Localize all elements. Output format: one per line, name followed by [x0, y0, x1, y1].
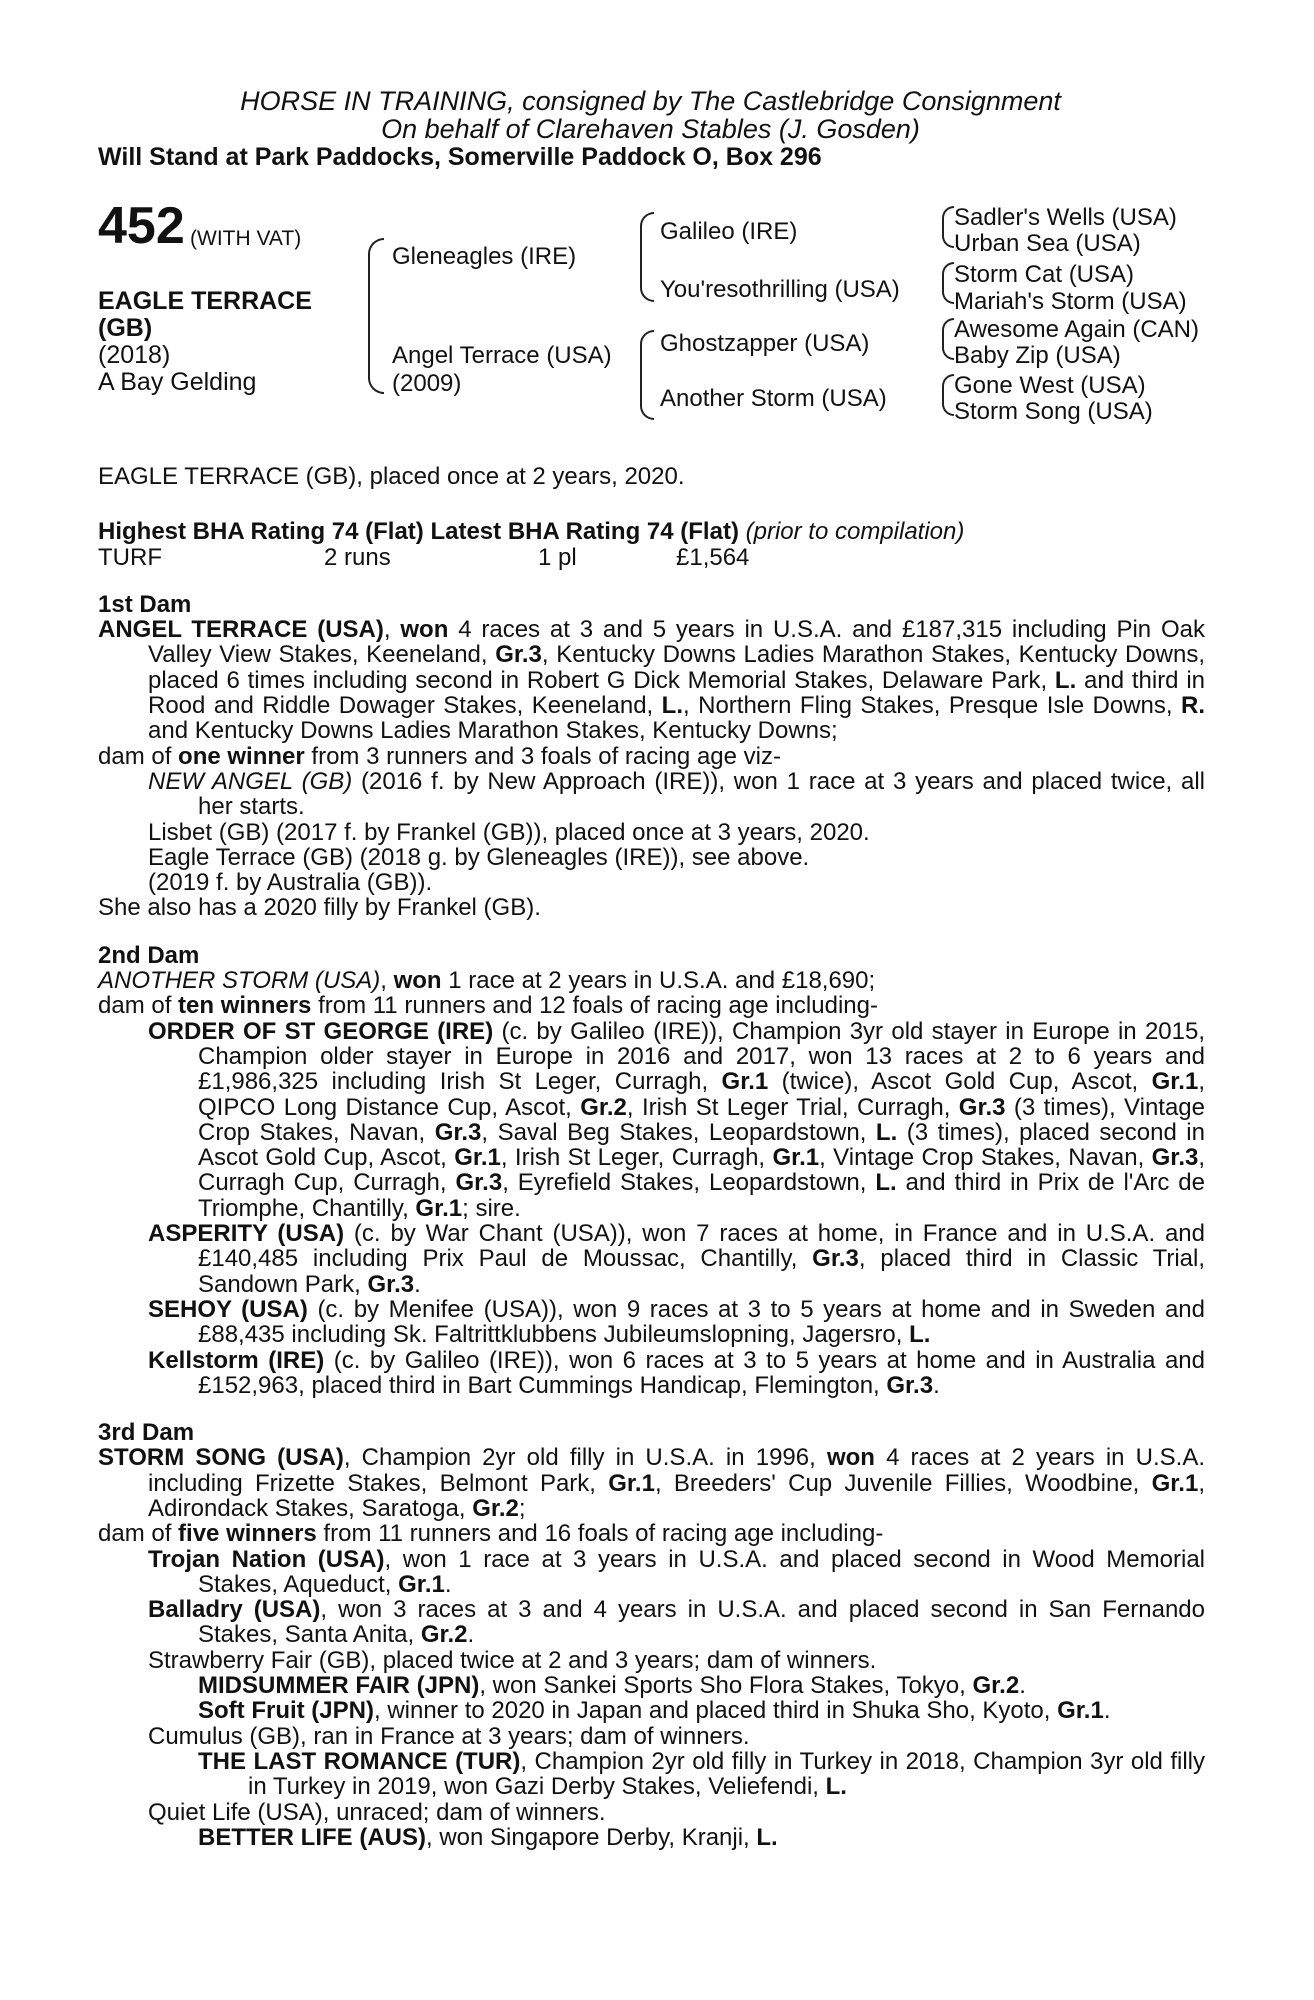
- produce-name: ORDER OF ST GEORGE (IRE): [148, 1017, 494, 1045]
- text-segment: , Northern Fling Stakes, Presque Isle Downs,: [683, 692, 1181, 720]
- produce-balladry: [98, 1597, 1205, 1648]
- text-segment: .: [444, 1570, 452, 1598]
- grade-label: Gr.3: [455, 1169, 503, 1197]
- text-segment: .: [1019, 1672, 1026, 1700]
- won-label: won: [393, 967, 442, 995]
- produce-order-of-st-george: [98, 1019, 1205, 1221]
- text-segment: , Champion 2yr old filly in Turkey in 2018, Champion 3yr old filly in Turkey in 2019, won Gazi Derby Stakes, Veliefendi,: [248, 1747, 1206, 1801]
- text-segment: 1 race at 2 years in U.S.A. and £18,690;: [441, 967, 876, 995]
- pedigree-dds: Gone West (USA): [954, 372, 1146, 399]
- text-segment: dam of: [98, 742, 179, 770]
- race-record-row: [98, 545, 1205, 570]
- produce-name: ASPERITY (USA): [148, 1220, 345, 1248]
- pedigree-dam: Angel Terrace (USA): [392, 342, 612, 369]
- grade-label: Gr.3: [495, 641, 542, 669]
- lot-number: 452: [98, 197, 185, 255]
- text-segment: (3 times), Vintage Crop Stakes, Navan,: [198, 1093, 1205, 1146]
- first-dam-name: ANGEL TERRACE (USA): [98, 616, 384, 644]
- text-segment: ; sire.: [462, 1194, 521, 1222]
- third-dam-name: STORM SONG (USA): [98, 1444, 344, 1472]
- text-segment: , placed third in Classic Trial, Sandown Park,: [198, 1245, 1206, 1298]
- location-line: Will Stand at Park Paddocks, Somerville Paddock O, Box 296: [98, 143, 822, 171]
- winners-count: five winners: [178, 1520, 317, 1548]
- produce-soft-fruit: [98, 1698, 1205, 1723]
- record-surface: TURF: [98, 543, 162, 571]
- grade-label: Gr.3: [1151, 1144, 1199, 1172]
- text-segment: from 11 runners and 16 foals of racing age including-: [316, 1520, 884, 1548]
- third-dam-record: [98, 1445, 1205, 1521]
- grade-label: Gr.3: [886, 1371, 934, 1399]
- rating-line: [98, 519, 1205, 544]
- text-segment: , won Singapore Derby, Kranji,: [426, 1823, 757, 1851]
- grade-label: Gr.1: [398, 1570, 445, 1598]
- grade-label: R.: [1181, 692, 1205, 720]
- grade-label: Gr.2: [580, 1093, 627, 1121]
- produce-better-life: [98, 1825, 1205, 1850]
- winners-count: ten winners: [178, 992, 312, 1020]
- record-earnings: £1,564: [676, 543, 750, 571]
- text-segment: from 11 runners and 12 foals of racing age including-: [311, 992, 878, 1020]
- second-dam-heading: 2nd Dam: [98, 941, 200, 969]
- grade-label: Gr.1: [415, 1194, 463, 1222]
- third-dam-produce-intro: [98, 1521, 1205, 1546]
- first-dam-record: ANGEL TERRACE (USA), won 4 races at 3 and 5 years in U.S.A. and £187,315 including Pin Oak Valley View Stakes, Keeneland, Gr.3, Kentucky Downs Ladies Marathon Stakes, Kentucky Downs, placed 6 times including second in Robert G Dick Memorial Stakes, Delaware Park, L. and third in Rood and Riddle Dowager Stakes, Keeneland, L., Northern Fling Stakes, Presque Isle Downs, R. and Kentucky Downs Ladies Marathon Stakes, Kentucky Downs;: [98, 616, 1205, 745]
- produce-the-last-romance: [98, 1749, 1205, 1800]
- pedigree-brace-sd: [942, 262, 954, 304]
- text-segment: , won 3 races at 3 and 4 years in U.S.A. and placed second in San Fernando Stakes, Santa Anita,: [198, 1596, 1205, 1649]
- produce-asperity: [98, 1221, 1205, 1297]
- horse-name: EAGLE TERRACE: [98, 287, 312, 315]
- grade-label: L.: [756, 1823, 778, 1851]
- produce-midsummer-fair: [98, 1673, 1205, 1698]
- text-segment: and third in Rood and Riddle Dowager Stakes, Keeneland,: [148, 666, 1205, 720]
- pedigree-brace-ds: [942, 318, 954, 360]
- grade-label: L.: [875, 1118, 898, 1146]
- produce-name: BETTER LIFE (AUS): [198, 1823, 426, 1851]
- produce-kellstorm: [98, 1348, 1205, 1399]
- first-dam-heading: 1st Dam: [98, 590, 192, 618]
- pedigree-sire: Gleneagles (IRE): [392, 243, 577, 270]
- horse-info: [98, 288, 312, 396]
- won-label: won: [400, 616, 449, 644]
- text-segment: and third in Prix de l'Arc de Triomphe, Chantilly,: [198, 1169, 1205, 1222]
- produce-trojan-nation: [98, 1547, 1205, 1598]
- text-segment: .: [933, 1371, 940, 1399]
- text-segment: and Kentucky Downs Ladies Marathon Stakes, Kentucky Downs;: [148, 717, 838, 745]
- pedigree-ddd: Storm Song (USA): [954, 398, 1153, 425]
- second-dam-produce-intro: [98, 993, 1205, 1018]
- text-segment: (c. by Menifee (USA)), won 9 races at 3 to 5 years at home and in Sweden and £88,435 including Sk. Faltrittklubbens Jubileumslopning, Jagersro,: [198, 1295, 1205, 1349]
- text-segment: , won 1 race at 3 years in U.S.A. and placed second in Wood Memorial Stakes, Aqueduct,: [198, 1545, 1205, 1598]
- text-segment: 4 races at 2 years in U.S.A. including Frizette Stakes, Belmont Park,: [148, 1444, 1206, 1497]
- text-segment: (3 times), placed second in Ascot Gold Cup, Ascot,: [198, 1118, 1205, 1172]
- text-segment: , Kentucky Downs Ladies Marathon Stakes, Kentucky Downs, placed 6 times including second in Robert G Dick Memorial Stakes, Delaware Park,: [148, 641, 1205, 694]
- text-segment: .: [1103, 1697, 1111, 1725]
- produce-name: Trojan Nation (USA): [148, 1545, 385, 1573]
- horse-description: A Bay Gelding: [98, 368, 257, 396]
- horse-summary: EAGLE TERRACE (GB), placed once at 2 years, 2020.: [98, 463, 685, 490]
- horse-country: (GB): [98, 314, 153, 342]
- record-placed: 1 pl: [538, 543, 577, 571]
- first-dam-also: She also has a 2020 filly by Frankel (GB).: [98, 894, 541, 922]
- text-segment: , Curragh Cup, Curragh,: [198, 1144, 1206, 1197]
- text-segment: dam of: [98, 1520, 179, 1548]
- grade-label: Gr.1: [608, 1469, 655, 1497]
- produce-quiet-life: Quiet Life (USA), unraced; dam of winners.: [148, 1798, 606, 1826]
- grade-label: Gr.1: [721, 1068, 769, 1096]
- grade-label: L.: [661, 692, 683, 720]
- pedigree-sdd: Mariah's Storm (USA): [954, 288, 1187, 315]
- pedigree-dsd: Baby Zip (USA): [954, 342, 1121, 369]
- text-segment: , Breeders' Cup Juvenile Fillies, Woodbine,: [654, 1469, 1152, 1497]
- catalogue-body: [98, 464, 1205, 1850]
- pedigree-brace-dd: [942, 374, 954, 416]
- rating-note: (prior to compilation): [745, 518, 965, 546]
- record-runs: 2 runs: [324, 543, 391, 571]
- grade-label: Gr.2: [472, 1494, 519, 1522]
- grade-label: Gr.2: [420, 1621, 468, 1649]
- produce-eagle-terrace: Eagle Terrace (GB) (2018 g. by Gleneagles (IRE)), see above.: [148, 843, 810, 871]
- text-segment: dam of: [98, 992, 179, 1020]
- grade-label: Gr.1: [1151, 1469, 1199, 1497]
- text-segment: from 3 runners and 3 foals of racing age viz-: [304, 742, 781, 770]
- third-dam-heading: 3rd Dam: [98, 1419, 195, 1447]
- grade-label: Gr.1: [1151, 1068, 1199, 1096]
- produce-name: SEHOY (USA): [148, 1295, 308, 1323]
- grade-label: Gr.2: [972, 1672, 1020, 1700]
- text-segment: , Vintage Crop Stakes, Navan,: [819, 1144, 1152, 1172]
- grade-label: Gr.3: [367, 1270, 415, 1298]
- text-segment: , winner to 2020 in Japan and placed third in Shuka Sho, Kyoto,: [373, 1697, 1058, 1725]
- grade-label: Gr.1: [1057, 1697, 1104, 1725]
- winners-count: one winner: [178, 742, 305, 770]
- produce-cumulus: Cumulus (GB), ran in France at 3 years; dam of winners.: [148, 1722, 750, 1750]
- won-label: won: [826, 1444, 875, 1472]
- second-dam-name: ANOTHER STORM (USA): [98, 967, 381, 995]
- text-segment: .: [414, 1270, 421, 1298]
- grade-label: L.: [875, 1169, 897, 1197]
- grade-label: L.: [909, 1321, 931, 1349]
- second-dam-record: ANOTHER STORM (USA), won 1 race at 2 years in U.S.A. and £18,690;: [98, 967, 876, 995]
- pedigree-brace-sire: [640, 212, 654, 302]
- behalf-line: On behalf of Clarehaven Stables (J. Gosden): [381, 114, 920, 144]
- grade-label: L.: [825, 1773, 847, 1801]
- produce-sehoy: [98, 1297, 1205, 1348]
- pedigree-brace-ss: [942, 206, 954, 248]
- produce-name: THE LAST ROMANCE (TUR): [198, 1747, 521, 1775]
- produce-2019-filly: (2019 f. by Australia (GB)).: [148, 869, 433, 897]
- grade-label: L.: [1054, 666, 1077, 694]
- produce-name: Kellstorm (IRE): [148, 1346, 325, 1374]
- produce-strawberry-fair: Strawberry Fair (GB), placed twice at 2 and 3 years; dam of winners.: [148, 1646, 877, 1674]
- pedigree-dam-sire: Ghostzapper (USA): [660, 330, 870, 357]
- pedigree-brace-main: [368, 238, 384, 394]
- grade-label: Gr.3: [812, 1245, 859, 1273]
- produce-new-angel: [98, 769, 1205, 820]
- grade-label: Gr.1: [454, 1144, 501, 1172]
- text-segment: , Irish St Leger, Curragh,: [500, 1144, 773, 1172]
- text-segment: (c. by War Chant (USA)), won 7 races at home, in France and in U.S.A. and £140,485 including Prix Paul de Moussac, Chantilly,: [198, 1220, 1205, 1273]
- pedigree-sire-dam: You'resothrilling (USA): [660, 276, 900, 303]
- produce-name: Soft Fruit (JPN): [198, 1697, 374, 1725]
- text-segment: ;: [518, 1494, 526, 1522]
- first-dam-produce-intro: [98, 744, 1205, 769]
- pedigree-brace-dam: [640, 330, 654, 420]
- text-segment: (c. by Galileo (IRE)), Champion 3yr old stayer in Europe in 2015, Champion older stayer in Europe in 2016 and 2017, won 13 races at 2 to 6 years and £1,986,325 including Irish St Leger, Curragh,: [198, 1017, 1205, 1096]
- produce-name: NEW ANGEL (GB): [148, 767, 353, 795]
- produce-name: MIDSUMMER FAIR (JPN): [198, 1672, 480, 1700]
- text-segment: , won Sankei Sports Sho Flora Stakes, Tokyo,: [479, 1672, 973, 1700]
- pedigree-dss: Awesome Again (CAN): [954, 316, 1199, 343]
- pedigree-sss: Sadler's Wells (USA): [954, 204, 1177, 231]
- text-segment: (c. by Galileo (IRE)), won 6 races at 3 to 5 years at home and in Australia and £152,963, placed third in Bart Cummings Handicap, Flemington,: [198, 1346, 1206, 1399]
- text-segment: (twice), Ascot Gold Cup, Ascot,: [768, 1068, 1152, 1096]
- produce-name: Balladry (USA): [148, 1596, 321, 1624]
- consignor-line: HORSE IN TRAINING, consigned by The Castlebridge Consignment: [240, 86, 1061, 116]
- pedigree-sire-sire: Galileo (IRE): [660, 218, 798, 245]
- produce-lisbet: Lisbet (GB) (2017 f. by Frankel (GB)), placed once at 3 years, 2020.: [148, 818, 870, 846]
- pedigree-dam-year: (2009): [392, 370, 462, 397]
- horse-year: (2018): [98, 341, 171, 369]
- pedigree-dam-dam: Another Storm (USA): [660, 385, 887, 412]
- rating-bold: Highest BHA Rating 74 (Flat) Latest BHA Rating 74 (Flat): [98, 518, 739, 546]
- text-segment: (2016 f. by New Approach (IRE)), won 1 race at 3 years and placed twice, all her starts.: [198, 767, 1206, 821]
- grade-label: Gr.3: [434, 1118, 482, 1146]
- text-segment: .: [467, 1621, 475, 1649]
- pedigree-ssd: Urban Sea (USA): [954, 230, 1141, 257]
- text-segment: , Champion 2yr old filly in U.S.A. in 1996,: [343, 1444, 827, 1472]
- text-segment: 4 races at 3 and 5 years in U.S.A. and £187,315 including Pin Oak Valley View Stakes, Keeneland,: [148, 616, 1205, 669]
- text-segment: , QIPCO Long Distance Cup, Ascot,: [198, 1068, 1205, 1121]
- grade-label: Gr.3: [958, 1093, 1006, 1121]
- text-segment: , Irish St Leger Trial, Curragh,: [626, 1093, 959, 1121]
- pedigree-sds: Storm Cat (USA): [954, 261, 1135, 288]
- text-segment: , Saval Beg Stakes, Leopardstown,: [481, 1118, 876, 1146]
- text-segment: , Eyrefield Stakes, Leopardstown,: [502, 1169, 876, 1197]
- vat-note: (WITH VAT): [190, 227, 302, 250]
- text-segment: , Adirondack Stakes, Saratoga,: [148, 1469, 1205, 1522]
- grade-label: Gr.1: [772, 1144, 820, 1172]
